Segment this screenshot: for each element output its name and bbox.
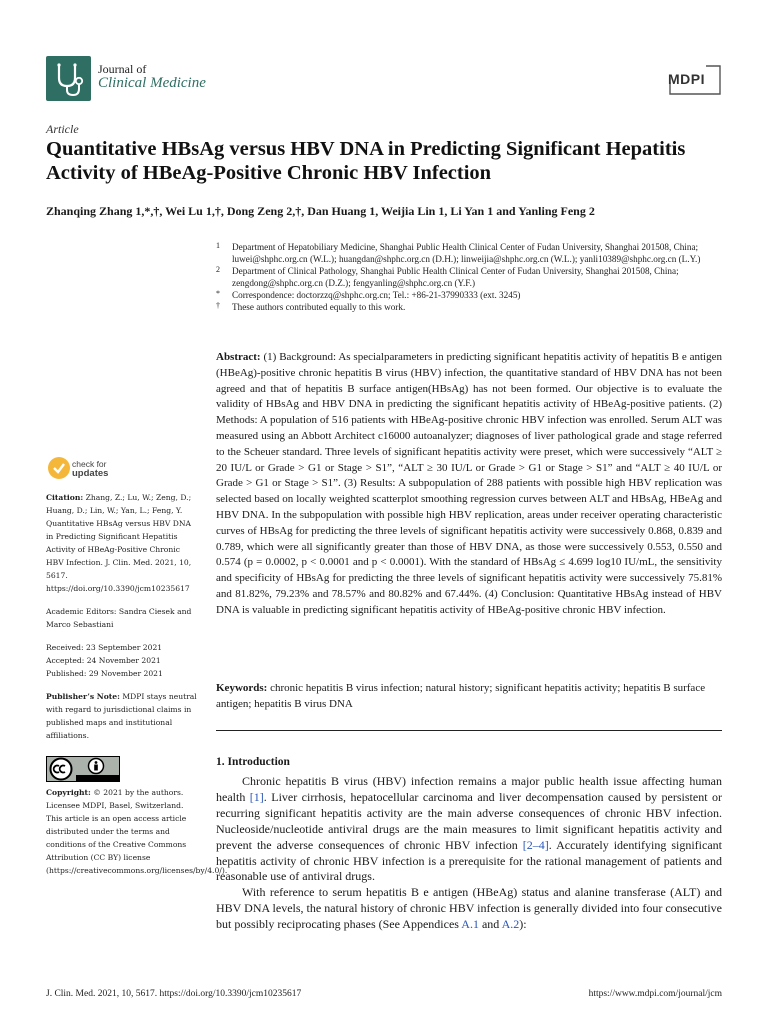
check-for-updates-button[interactable] bbox=[46, 455, 198, 483]
copyright-label: Copyright: bbox=[46, 788, 91, 797]
publication-dates bbox=[46, 641, 198, 680]
journal-name-line2: Clinical Medicine bbox=[98, 75, 206, 91]
keywords-text: chronic hepatitis B virus infection; natural history; significant hepatitis activity; hepatitis B surface antigen; hepatitis B virus DNA bbox=[216, 682, 706, 710]
accepted-date: Accepted: 24 November 2021 bbox=[46, 656, 161, 665]
affiliations bbox=[216, 241, 726, 313]
citation-text: Zhang, Z.; Lu, W.; Zeng, D.; Huang, D.; Lin, W.; Yan, L.; Feng, Y. Quantitative HBsAg versus HBV DNA in Predicting Significant Hepatitis Activity of HBeAg-Positive Chronic HBV Infection. J. Clin. Med. 2021, 10, 5617. https://doi.org/10.3390/jcm10235617 bbox=[46, 493, 192, 593]
affiliation-text: Department of Hepatobiliary Medicine, Shanghai Public Health Clinical Center of Fudan University, Shanghai 201508, China; luwei@shphc.org.cn (W.L.); huangdan@shphc.org.cn (D.H.); linweijia@shphc.org.cn (W.L.); yanli10389@shphc.org.cn (L.Y.) bbox=[232, 242, 701, 264]
stethoscope-icon bbox=[46, 56, 91, 101]
abstract bbox=[216, 350, 722, 619]
paragraph bbox=[216, 885, 722, 933]
affiliation-text: These authors contributed equally to this work. bbox=[232, 302, 406, 312]
footer-journal-link[interactable]: https://www.mdpi.com/journal/jcm bbox=[588, 989, 722, 999]
article-title: Quantitative HBsAg versus HBV DNA in Predicting Significant Hepatitis Activity of HBeAg-Positive Chronic HBV Infection bbox=[46, 138, 686, 184]
citation-label: Citation: bbox=[46, 493, 84, 502]
section-heading: 1. Introduction bbox=[216, 756, 290, 768]
page-header bbox=[46, 56, 722, 106]
affiliation-text: Department of Clinical Pathology, Shanghai Public Health Clinical Center of Fudan University, Shanghai 201508, China; zengdong@shphc.org.cn (D.Z.); fengyanling@shphc.org.cn (Y.F.) bbox=[232, 266, 679, 288]
published-date: Published: 29 November 2021 bbox=[46, 669, 163, 678]
affiliation-mark: 1 bbox=[216, 241, 220, 250]
text-run: ): bbox=[519, 917, 527, 932]
appendix-link[interactable]: A.2 bbox=[501, 917, 520, 932]
text-run: With reference to serum hepatitis B e antigen (HBeAg) status and alanine transferase (ALT) and HBV DNA levels, the natural history of chronic HBV infection is generally divided into four consecutive but possibly reciprocating phases (See Appendices bbox=[216, 885, 722, 932]
mdpi-logo[interactable] bbox=[666, 64, 722, 96]
journal-name-line1: Journal of bbox=[98, 62, 147, 76]
check-updates-line1: check for bbox=[72, 459, 107, 469]
article-type: Article bbox=[46, 122, 79, 136]
affiliation-mark: 2 bbox=[216, 265, 220, 274]
appendix-link[interactable]: A.1 bbox=[461, 917, 479, 932]
article-sidebar bbox=[46, 455, 228, 887]
affiliation-item bbox=[216, 301, 726, 313]
reference-link[interactable]: [1] bbox=[249, 789, 264, 804]
text-run: and bbox=[478, 917, 502, 932]
affiliation-item bbox=[216, 265, 726, 289]
paragraph bbox=[216, 774, 722, 885]
publishers-note bbox=[46, 690, 198, 742]
copyright-text: © 2021 by the authors. Licensee MDPI, Basel, Switzerland. This article is an open access article distributed under the terms and conditions of the Creative Commons Attribution (CC BY) license (https://creativecommons.org/licenses/by/4.0/). bbox=[46, 788, 228, 875]
received-date: Received: 23 September 2021 bbox=[46, 643, 163, 652]
citation-block bbox=[46, 491, 198, 595]
text-run: . Liver cirrhosis, hepatocellular carcinoma and liver decompensation caused by persistent or recurring significant hepatitis activity are the main adverse consequences of chronic HBV infection. Nucleoside/nucleotide antiviral drugs are the main measures to limit significant hepatitis activity and prevent the adverse consequences of chronic HBV infection bbox=[216, 789, 722, 852]
publishers-note-text: MDPI stays neutral with regard to jurisdictional claims in published maps and institutional affiliations. bbox=[46, 692, 197, 740]
text-run: Chronic hepatitis B virus (HBV) infection remains a major public health issue affecting human health bbox=[216, 774, 722, 804]
affiliation-item bbox=[216, 241, 726, 265]
affiliation-mark: * bbox=[216, 289, 220, 298]
affiliation-mark: † bbox=[216, 301, 220, 310]
affiliation-item bbox=[216, 289, 726, 301]
publishers-note-label: Publisher’s Note: bbox=[46, 692, 120, 701]
affiliation-text: Correspondence: doctorzzq@shphc.org.cn; Tel.: +86-21-37990333 (ext. 3245) bbox=[232, 290, 521, 300]
introduction-body bbox=[216, 774, 722, 933]
abstract-text: (1) Background: As specialparameters in predicting significant hepatitis activity of hepatitis B e antigen (HBeAg)-positive chronic hepatitis B virus (HBV) infection, the quantitative standard of HBV DNA has not been agreed and that of hepatitis B surface antigen(HBsAg) has not been formed. Our objective is to evaluate the validity of HBsAg and HBV DNA in predicting the significant hepatitis activity of HBeAg-positive patients. (2) Methods: A population of 516 patients with HBeAg-positive chronic HBV infection was enrolled. Serum ALT was measured using an Abbott Architect c16000 autoanalyzer; diagnoses of liver pathological grade and stage referred to the Scheuer standard. Three levels of significant hepatitis activity were preset, which were successively “ALT ≥ 20 IU/L or Grade > G1 or Stage > S1”, “ALT ≥ 30 IU/L or Grade > G1 or Stage > S1” and “ALT ≥ 40 IU/L or Grade > G1 or Stage > S1”. (3) Results: A subpopulation of 288 patients with possible high HBV replication was selected based on locally weighted scatterplot smoothing regression curves between ALT and HBsAg, HBeAg and HBV DNA. In the subpopulation with possible high HBV replication, areas under receiver operating characteristic curves of HBsAg for predicting the three levels of significant hepatitis activity were successively 0.868, 0.839 and 0.789, which were all significantly greater than those of HBV DNA, as those were successively 0.553, 0.550 and 0.574 (p = 0.0002, p < 0.0001 and p < 0.0001). With the standard of HBsAg ≤ 4.699 log10 IU/mL, the sensitivity and specificity of HBsAg for predicting the three levels of significant hepatitis activity were successively 75.81% and 81.82%, 79.23% and 78.57% and 80.82% and 67.44%. (4) Conclusion: Quantitative HBsAg instead of HBV DNA is valuable in predicting significant hepatitis activity of HBeAg-positive chronic HBV infection. bbox=[216, 351, 722, 616]
section-divider bbox=[216, 730, 722, 731]
abstract-label: Abstract: bbox=[216, 351, 261, 363]
keywords-label: Keywords: bbox=[216, 682, 268, 694]
copyright-block bbox=[46, 786, 228, 877]
footer-citation: J. Clin. Med. 2021, 10, 5617. https://doi.org/10.3390/jcm10235617 bbox=[46, 989, 302, 999]
cc-by-license-icon[interactable] bbox=[46, 756, 120, 782]
check-updates-line2: updates bbox=[72, 468, 109, 479]
keywords bbox=[216, 681, 722, 713]
check-updates-icon bbox=[48, 457, 70, 479]
mdpi-logo-text: MDPI bbox=[668, 71, 705, 87]
text-run: . Accurately identifying significant hepatitis activity of chronic HBV infection is a prerequisite for the rational management of patients and reasonable use of antiviral drugs. bbox=[216, 837, 722, 884]
academic-editors: Academic Editors: Sandra Ciesek and Marco Sebastiani bbox=[46, 607, 192, 629]
author-list: Zhanqing Zhang 1,*,†, Wei Lu 1,†, Dong Zeng 2,†, Dan Huang 1, Weijia Lin 1, Li Yan 1 and Yanling Feng 2 bbox=[46, 204, 595, 218]
reference-link[interactable]: [2–4] bbox=[522, 837, 549, 852]
